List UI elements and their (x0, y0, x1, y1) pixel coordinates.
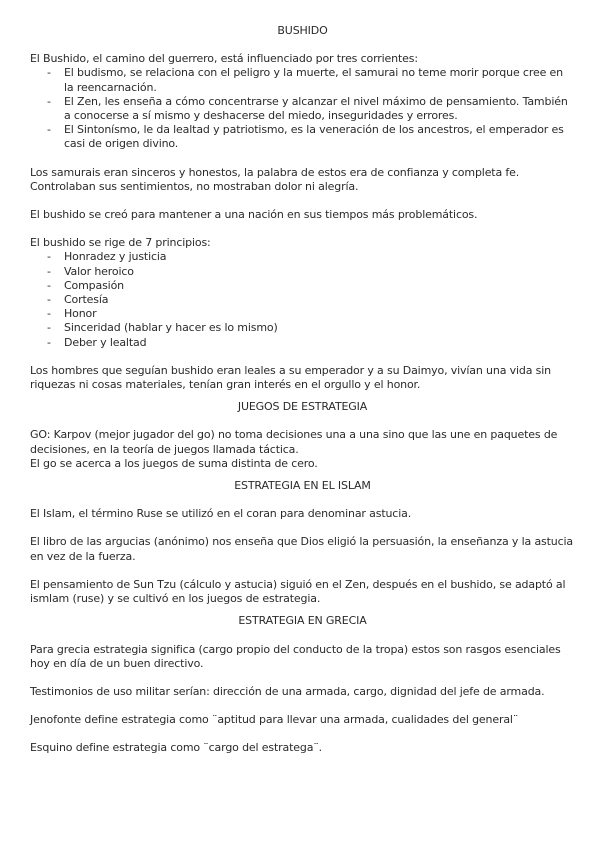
list-item: - Valor heroico (47, 264, 134, 278)
principles-list (30, 250, 575, 349)
list-item: - Deber y lealtad (47, 335, 147, 349)
section-title-juegos: JUEGOS DE ESTRATEGIA (237, 400, 368, 414)
currents-list (30, 66, 575, 151)
islam-paragraph-3: El pensamiento de Sun Tzu (cálculo y astucia) siguió en el Zen, después en el bushido, se adaptó al ismlam (ruse) y se cultivó en los juegos de estrategia. (30, 577, 566, 606)
islam-paragraph-2: El libro de las argucias (anónimo) nos enseña que Dios eligió la persuasión, la enseñanza y la astucia en vez de la fuerza. (30, 535, 574, 563)
section-title-grecia: ESTRATEGIA EN GRECIA (238, 614, 367, 628)
dash-bullet: - (47, 66, 51, 80)
grecia-paragraph-1: Para grecia estrategia significa (cargo propio del conducto de la tropa) estos son rasgos esenciales hoy en día de un buen directivo. (30, 642, 561, 670)
grecia-paragraph-4: Esquino define estrategia como ¨cargo del estratega¨. (30, 741, 323, 755)
list-item: - El Sintonísmo, le da lealtad y patriotismo, es la veneración de los ancestros, el emperador es casi de origen divino. (47, 123, 564, 151)
principles-intro: El bushido se rige de 7 principios: (30, 236, 211, 250)
list-item: - Cortesía (47, 293, 109, 307)
section-title-islam: ESTRATEGIA EN EL ISLAM (234, 479, 371, 493)
followers-paragraph: Los hombres que seguían bushido eran leales a su emperador y a su Daimyo, vivían una vida sin riquezas ni cosas materiales, tenían gran interés en el orgullo y el honor. (30, 363, 551, 392)
go-paragraph: GO: Karpov (mejor jugador del go) no toma decisiones una a una sino que las une en paquetes de decisiones, en la teoría de juegos llamada táctica. (30, 428, 558, 456)
dash-bullet: - (47, 123, 51, 137)
dash-bullet: - (47, 293, 51, 307)
dash-bullet: - (47, 250, 51, 264)
list-item: - El Zen, les enseña a cómo concentrarse y alcanzar el nivel máximo de pensamiento. También a conocerse a sí mismo y deshacerse del miedo, inseguridades y errores. (47, 94, 568, 123)
list-item: - Compasión (47, 278, 124, 292)
grecia-paragraph-3: Jenofonte define estrategia como ¨aptitud para llevar una armada, cualidades del general¨ (30, 713, 519, 727)
dash-bullet: - (47, 335, 51, 349)
list-item: - Honor (47, 307, 97, 321)
dash-bullet: - (47, 94, 51, 108)
dash-bullet: - (47, 264, 51, 278)
list-item: - Sinceridad (hablar y hacer es lo mismo) (47, 321, 278, 335)
dash-bullet: - (47, 278, 51, 292)
bushido-intro: El Bushido, el camino del guerrero, está influenciado por tres corrientes: (30, 52, 418, 66)
bushido-created-paragraph: El bushido se creó para mantener a una nación en sus tiempos más problemáticos. (30, 208, 478, 222)
list-item: - El budismo, se relaciona con el peligro y la muerte, el samurai no teme morir porque cree en la reencarnación. (47, 66, 563, 94)
section-title-bushido: BUSHIDO (277, 24, 328, 37)
islam-paragraph-1: El Islam, el término Ruse se utilizó en el coran para denominar astucia. (30, 507, 412, 521)
samurai-paragraph: Los samurais eran sinceros y honestos, la palabra de estos era de confianza y completa fe. Controlaban sus sentimientos, no mostraban dolor ni alegría. (30, 165, 520, 193)
dash-bullet: - (47, 307, 51, 321)
grecia-paragraph-2: Testimonios de uso militar serían: dirección de una armada, cargo, dignidad del jefe de armada. (30, 684, 545, 698)
list-item: - Honradez y justicia (47, 250, 167, 264)
document-page (30, 24, 575, 756)
dash-bullet: - (47, 321, 51, 335)
go-sum-paragraph: El go se acerca a los juegos de suma distinta de cero. (30, 456, 318, 470)
